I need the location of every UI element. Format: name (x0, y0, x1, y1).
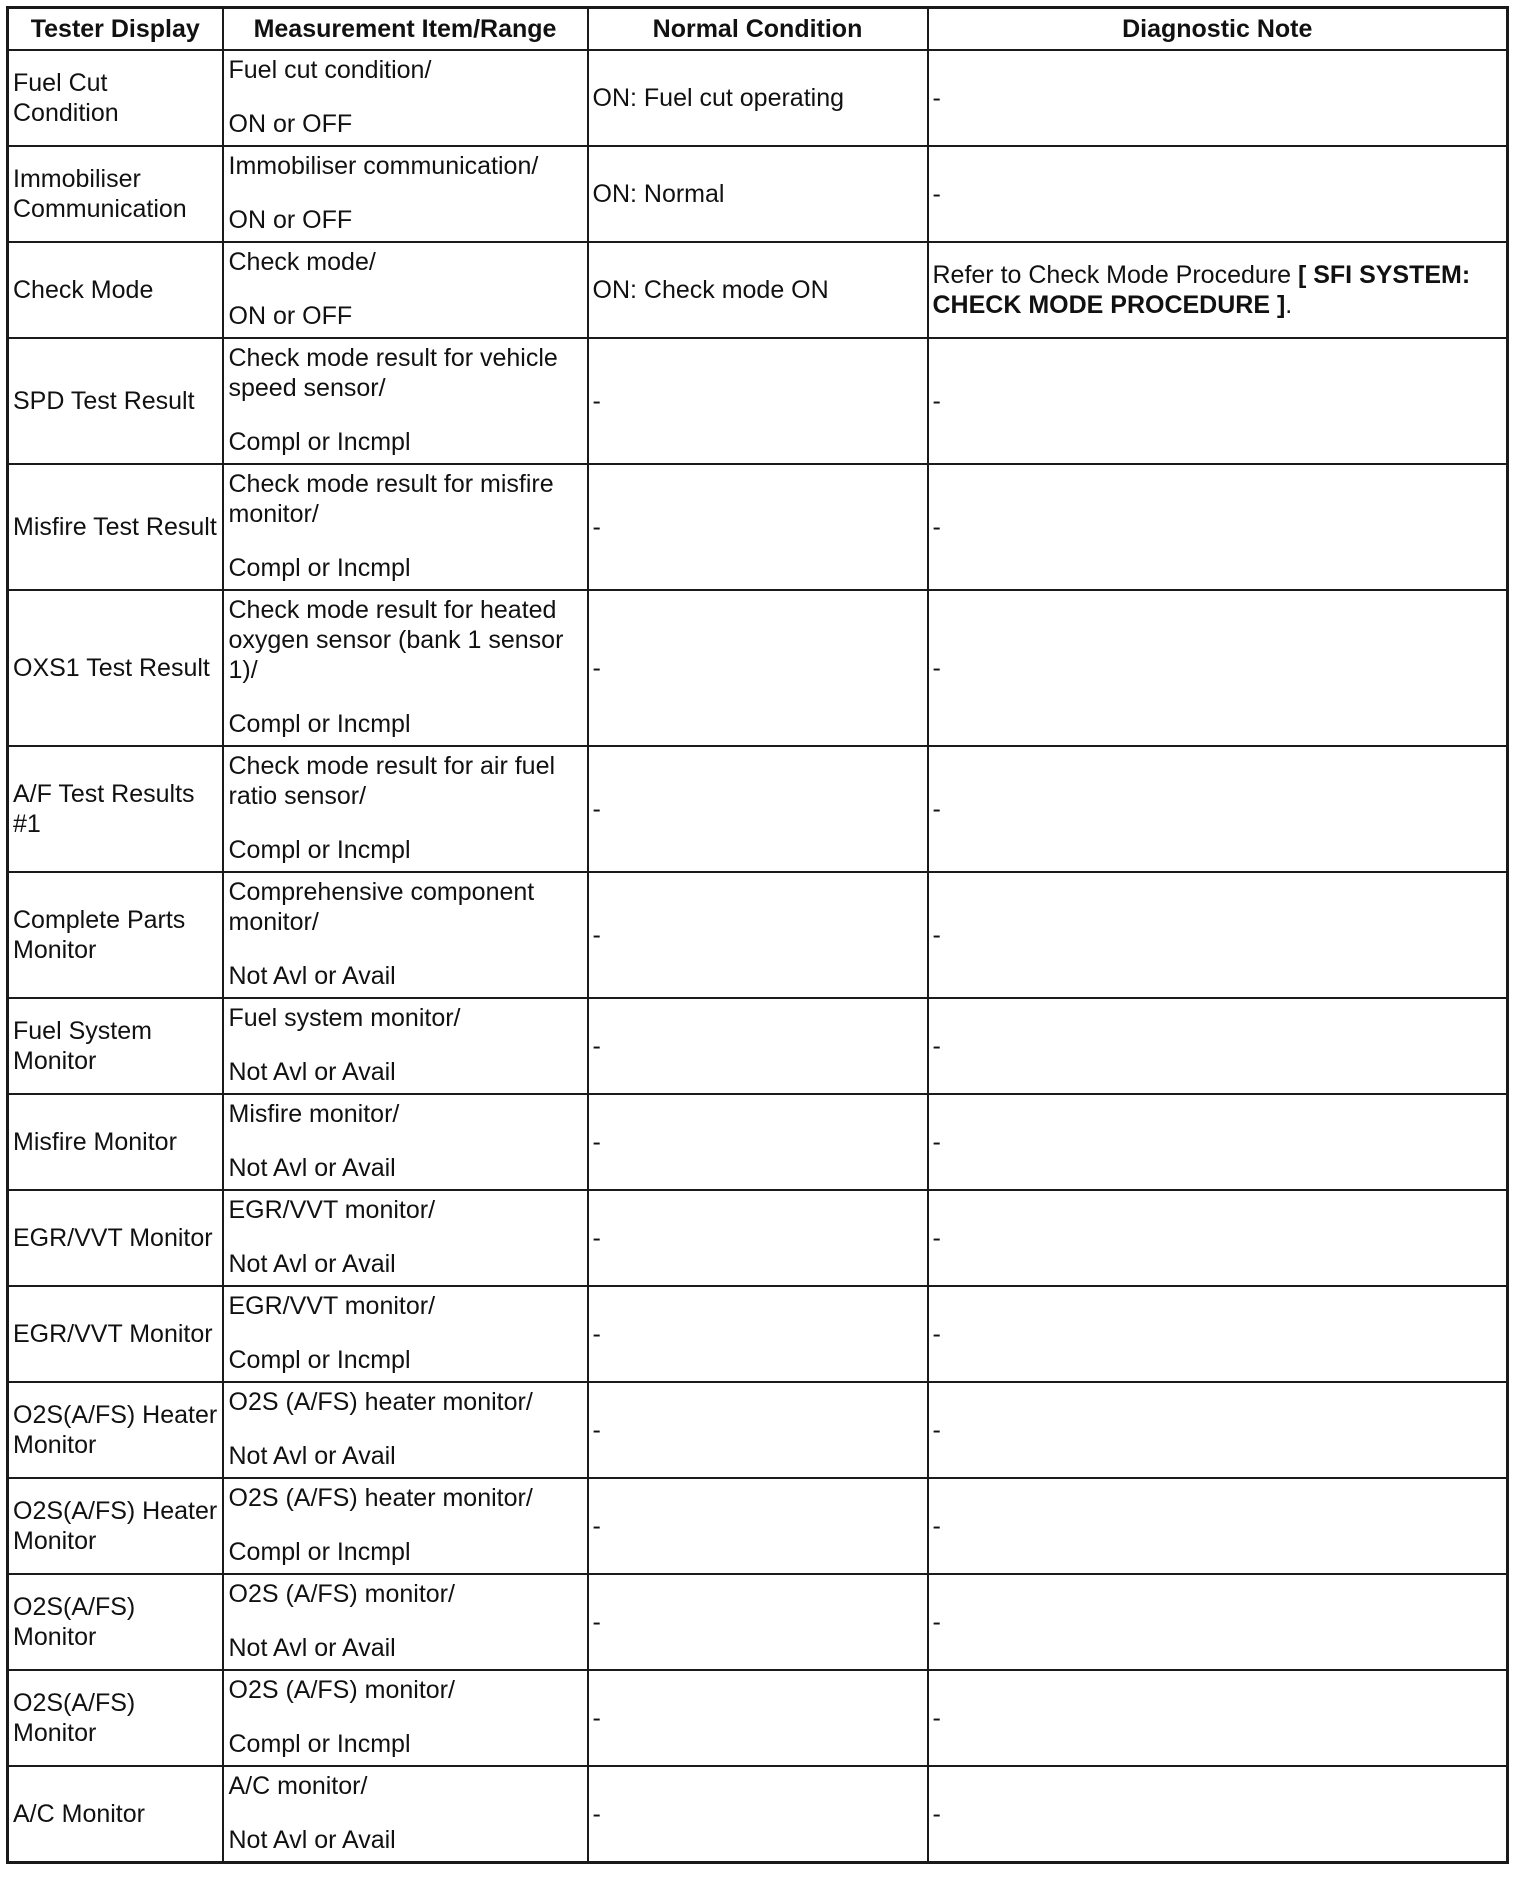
diagnostic-note-cell: - (928, 1766, 1508, 1862)
normal-condition-cell: - (588, 998, 928, 1094)
measurement-range: Not Avl or Avail (228, 1826, 396, 1854)
diagnostic-note-cell: - (928, 1670, 1508, 1766)
measurement-item: Immobiliser communication/ (228, 152, 539, 180)
tester-display-cell: A/F Test Results #1 (8, 746, 223, 872)
diagnostic-note-cell: - (928, 1094, 1508, 1190)
normal-condition-cell: - (588, 338, 928, 464)
measurement-cell (223, 590, 588, 746)
table-row (8, 998, 1508, 1094)
normal-condition-cell: - (588, 1478, 928, 1574)
procedure-reference-link[interactable]: [ SFI SYSTEM: CHECK MODE PROCEDURE ] (932, 261, 1471, 319)
tester-display-cell: O2S(A/FS) Monitor (8, 1574, 223, 1670)
measurement-item: Check mode result for heated oxygen sensor (bank 1 sensor 1)/ (228, 596, 564, 684)
table-row (8, 464, 1508, 590)
measurement-range: Not Avl or Avail (228, 962, 396, 990)
normal-condition-cell: - (588, 464, 928, 590)
tester-display-cell: A/C Monitor (8, 1766, 223, 1862)
normal-condition-cell: - (588, 1766, 928, 1862)
tester-display-cell: Misfire Test Result (8, 464, 223, 590)
table-row (8, 590, 1508, 746)
table-row (8, 746, 1508, 872)
measurement-item: Check mode result for air fuel ratio sensor/ (228, 752, 556, 810)
table-row (8, 1478, 1508, 1574)
measurement-item: O2S (A/FS) heater monitor/ (228, 1484, 533, 1512)
normal-condition-cell: - (588, 590, 928, 746)
diagnostic-note-cell: - (928, 998, 1508, 1094)
measurement-item: EGR/VVT monitor/ (228, 1292, 436, 1320)
table-row (8, 50, 1508, 146)
table-row (8, 1766, 1508, 1862)
normal-condition-cell: ON: Normal (588, 146, 928, 242)
header-measurement-item: Measurement Item/Range (223, 8, 588, 51)
normal-condition-cell: - (588, 1574, 928, 1670)
measurement-cell (223, 1478, 588, 1574)
tester-display-cell: O2S(A/FS) Heater Monitor (8, 1478, 223, 1574)
measurement-range: Not Avl or Avail (228, 1058, 396, 1086)
diagnostic-note-cell: - (928, 1574, 1508, 1670)
measurement-item: O2S (A/FS) monitor/ (228, 1676, 455, 1704)
diagnostic-note-cell: - (928, 464, 1508, 590)
table-row (8, 1382, 1508, 1478)
table-row (8, 1574, 1508, 1670)
tester-display-cell: Fuel Cut Condition (8, 50, 223, 146)
tester-display-cell: Complete Parts Monitor (8, 872, 223, 998)
normal-condition-cell: - (588, 1286, 928, 1382)
diagnostic-note-cell: - (928, 746, 1508, 872)
measurement-cell (223, 746, 588, 872)
diagnostic-note-cell: - (928, 338, 1508, 464)
measurement-cell (223, 1094, 588, 1190)
diagnostic-note-cell (928, 242, 1508, 338)
measurement-cell (223, 338, 588, 464)
tester-display-cell: Immobiliser Communication (8, 146, 223, 242)
tester-display-cell: EGR/VVT Monitor (8, 1286, 223, 1382)
measurement-cell (223, 1286, 588, 1382)
measurement-range: ON or OFF (228, 110, 353, 138)
measurement-item: Check mode result for vehicle speed sensor/ (228, 344, 558, 402)
measurement-range: Compl or Incmpl (228, 1346, 411, 1374)
table-row (8, 1670, 1508, 1766)
measurement-range: Compl or Incmpl (228, 710, 411, 738)
table-row (8, 242, 1508, 338)
note-text: Refer to Check Mode Procedure (932, 261, 1298, 289)
normal-condition-cell: ON: Check mode ON (588, 242, 928, 338)
measurement-range: Not Avl or Avail (228, 1250, 396, 1278)
tester-display-cell: O2S(A/FS) Monitor (8, 1670, 223, 1766)
tester-display-cell: Fuel System Monitor (8, 998, 223, 1094)
measurement-cell (223, 464, 588, 590)
table-row (8, 1094, 1508, 1190)
measurement-cell (223, 242, 588, 338)
tester-display-cell: O2S(A/FS) Heater Monitor (8, 1382, 223, 1478)
measurement-range: Not Avl or Avail (228, 1154, 396, 1182)
diagnostic-note-cell: - (928, 590, 1508, 746)
table-header-row (8, 8, 1508, 51)
tester-display-cell: SPD Test Result (8, 338, 223, 464)
diagnostic-note-cell: - (928, 146, 1508, 242)
measurement-item: O2S (A/FS) monitor/ (228, 1580, 455, 1608)
tester-display-cell: OXS1 Test Result (8, 590, 223, 746)
measurement-item: Misfire monitor/ (228, 1100, 400, 1128)
diagnostic-note-cell: - (928, 1478, 1508, 1574)
measurement-cell (223, 1574, 588, 1670)
measurement-range: ON or OFF (228, 302, 353, 330)
measurement-range: Compl or Incmpl (228, 554, 411, 582)
tester-display-cell: Misfire Monitor (8, 1094, 223, 1190)
measurement-cell (223, 998, 588, 1094)
table-row (8, 1286, 1508, 1382)
diagnostic-note-cell: - (928, 1286, 1508, 1382)
measurement-range: Compl or Incmpl (228, 1730, 411, 1758)
tester-display-cell: Check Mode (8, 242, 223, 338)
diagnostic-note-cell: - (928, 1190, 1508, 1286)
note-suffix: . (1285, 291, 1293, 319)
measurement-cell (223, 1382, 588, 1478)
diagnostic-note-cell: - (928, 50, 1508, 146)
measurement-cell (223, 1670, 588, 1766)
table-row (8, 338, 1508, 464)
measurement-item: EGR/VVT monitor/ (228, 1196, 436, 1224)
measurement-item: Check mode result for misfire monitor/ (228, 470, 554, 528)
diagnostic-note-cell: - (928, 872, 1508, 998)
measurement-item: A/C monitor/ (228, 1772, 368, 1800)
measurement-range: ON or OFF (228, 206, 353, 234)
diagnostic-note-cell: - (928, 1382, 1508, 1478)
table-row (8, 872, 1508, 998)
header-tester-display: Tester Display (8, 8, 223, 51)
measurement-item: Comprehensive component monitor/ (228, 878, 535, 936)
measurement-range: Not Avl or Avail (228, 1442, 396, 1470)
normal-condition-cell: - (588, 872, 928, 998)
measurement-cell (223, 1766, 588, 1862)
normal-condition-cell: - (588, 1670, 928, 1766)
measurement-range: Compl or Incmpl (228, 1538, 411, 1566)
data-list-sheet (6, 6, 1506, 1864)
measurement-item: Check mode/ (228, 248, 376, 276)
header-normal-condition: Normal Condition (588, 8, 928, 51)
measurement-range: Compl or Incmpl (228, 836, 411, 864)
normal-condition-cell: ON: Fuel cut operating (588, 50, 928, 146)
normal-condition-cell: - (588, 1190, 928, 1286)
measurement-item: Fuel cut condition/ (228, 56, 432, 84)
measurement-cell (223, 872, 588, 998)
table-row (8, 1190, 1508, 1286)
normal-condition-cell: - (588, 1382, 928, 1478)
tester-display-cell: EGR/VVT Monitor (8, 1190, 223, 1286)
normal-condition-cell: - (588, 1094, 928, 1190)
measurement-item: O2S (A/FS) heater monitor/ (228, 1388, 533, 1416)
measurement-cell (223, 1190, 588, 1286)
measurement-cell (223, 50, 588, 146)
measurement-range: Not Avl or Avail (228, 1634, 396, 1662)
normal-condition-cell: - (588, 746, 928, 872)
table-row (8, 146, 1508, 242)
header-diagnostic-note: Diagnostic Note (928, 8, 1508, 51)
measurement-cell (223, 146, 588, 242)
data-list-table (6, 6, 1509, 1864)
measurement-range: Compl or Incmpl (228, 428, 411, 456)
measurement-item: Fuel system monitor/ (228, 1004, 461, 1032)
